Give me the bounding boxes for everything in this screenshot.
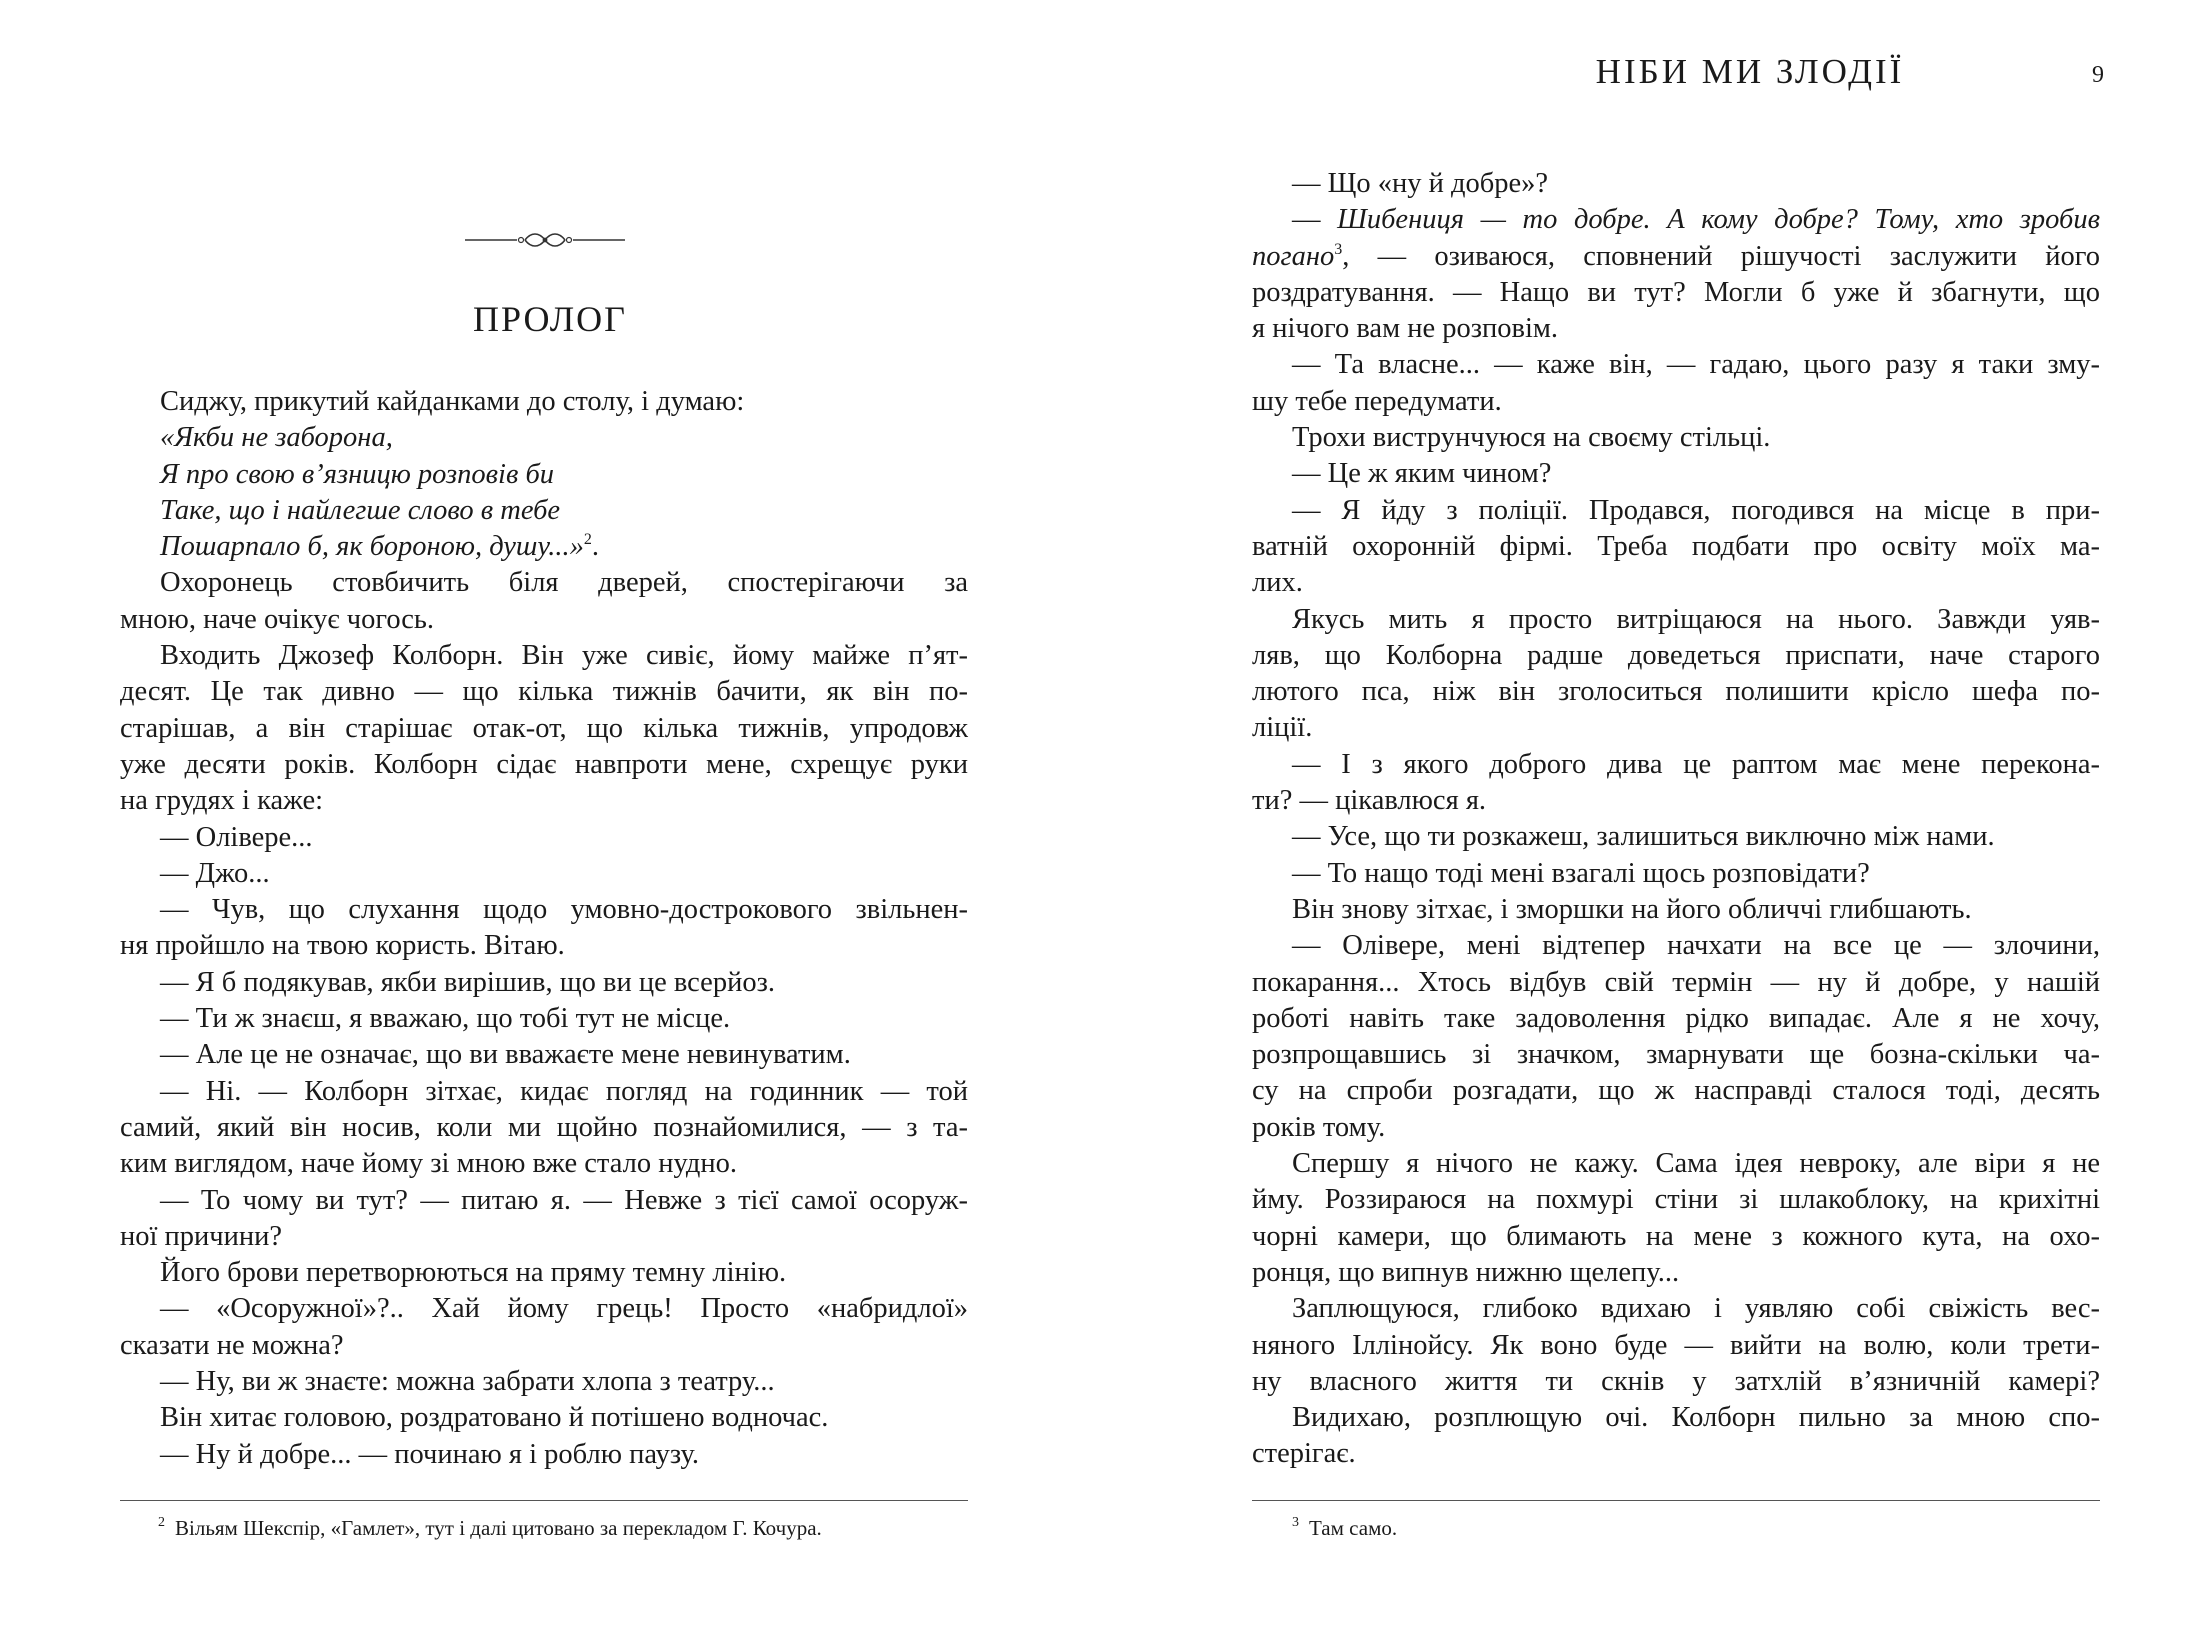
text-line [1252, 1073, 2100, 1109]
text-line [120, 1255, 968, 1291]
line-text: ватній охоронній фірмі. Треба подбати про освіту моїх ма- [1252, 530, 2100, 562]
line-text: — Я б подякував, якби вирішив, що ви це всерйоз. [160, 966, 775, 998]
line-text: ронця, що випнув нижню щелепу... [1252, 1256, 1680, 1288]
text-line [120, 1364, 968, 1400]
text-line [1252, 529, 2100, 565]
line-text: самий, який він носив, коли ми щойно познайомилися, — з та- [120, 1111, 968, 1143]
text-line [120, 1400, 968, 1436]
line-text: Сиджу, прикутий кайданками до столу, і думаю: [160, 386, 745, 417]
line-text: старішав, а він старішає отак-от, що кілька тижнів, упродовж [120, 712, 968, 744]
text-line [1252, 1182, 2100, 1218]
right-page [1100, 0, 2200, 1650]
text-line [120, 529, 968, 565]
line-text: ляв, що Колборна радше доведеться приспати, наче старого [1252, 639, 2100, 671]
text-line [120, 820, 968, 856]
line-text: — [1292, 204, 1338, 236]
line-text: роботі навіть таке задоволення рідко випадає. Але я не хочу, [1252, 1002, 2100, 1034]
text-line [1252, 674, 2100, 710]
text-line [120, 384, 968, 420]
text-line [120, 1074, 968, 1110]
text-line [120, 638, 968, 674]
text-line [120, 747, 968, 783]
text-line [1252, 1436, 2100, 1472]
line-text: на грудях і каже: [120, 785, 324, 817]
text-line [1252, 565, 2100, 601]
line-text: — Я йду з поліції. Продався, погодився на місце в при- [1292, 494, 2100, 526]
text-line [1252, 819, 2100, 855]
line-text: років тому. [1252, 1111, 1386, 1143]
footnote-text: Вільям Шекспір, «Гамлет», тут і далі цитовано за перекладом Г. Кочура. [175, 1516, 822, 1540]
text-line [120, 674, 968, 710]
line-text: ти? — цікавлюся я. [1252, 785, 1487, 817]
page-number: 9 [2092, 62, 2104, 88]
text-line [120, 493, 968, 529]
text-line [1252, 1146, 2100, 1182]
text-line [120, 1183, 968, 1219]
text-line [1252, 239, 2100, 275]
text-line [1252, 965, 2100, 1001]
footnote-divider [1252, 1500, 2100, 1501]
line-text: Якусь мить я просто витріщаюся на нього. Завжди уяв- [1292, 603, 2100, 635]
footnote [158, 1514, 822, 1542]
text-line [1252, 384, 2100, 420]
text-line [1252, 1328, 2100, 1364]
line-text: шу тебе передумати. [1252, 385, 1502, 417]
text-line [120, 965, 968, 1001]
line-text: — Та власне... — каже він, — гадаю, цього разу я таки зму- [1292, 349, 2100, 381]
text-line [1252, 202, 2100, 238]
line-text: ної причини? [120, 1220, 283, 1252]
footnote-text: Там само. [1309, 1516, 1398, 1540]
running-header-title: НІБИ МИ ЗЛОДІЇ [1595, 52, 1905, 91]
text-line [120, 420, 968, 456]
line-text: — І з якого доброго дива це раптом має мене переконa- [1292, 748, 2100, 780]
line-text: мною, наче очікує чогось. [120, 603, 435, 635]
left-page-body [120, 384, 968, 1473]
line-text: ну власного життя ти скнів у затхлій в’язничній камері? [1252, 1365, 2100, 1397]
footnote-mark: 2 [158, 1515, 165, 1530]
text-line [1252, 747, 2100, 783]
line-text: Шибениця — то добре. А кому добре? Тому, хто зробив [1337, 204, 2101, 236]
text-line [1252, 1001, 2100, 1037]
text-line [1252, 892, 2100, 928]
text-line [1252, 710, 2100, 746]
line-text: йму. Роззираюся на похмурі стіни зі шлакоблоку, на крихітні [1252, 1184, 2100, 1216]
text-line [120, 457, 968, 493]
text-line [1252, 166, 2100, 202]
line-text: сказати не можна? [120, 1329, 344, 1361]
line-text: Спершу я нічого не кажу. Сама ідея невроку, але віри я не [1292, 1148, 2100, 1180]
text-line [120, 1328, 968, 1364]
line-text: — Ти ж знаєш, я вважаю, що тобі тут не місце. [160, 1003, 731, 1035]
text-line [1252, 1291, 2100, 1327]
footnote-divider [120, 1500, 968, 1501]
text-line [120, 783, 968, 819]
footnote-reference: 2 [583, 531, 592, 549]
line-text: розпрощавшись зі значком, змарнувати ще бозна-скільки ча- [1252, 1039, 2100, 1071]
text-line [1252, 311, 2100, 347]
text-line [1252, 493, 2100, 529]
text-line [1252, 1110, 2100, 1146]
line-text: уже десяти років. Колборн сідає навпроти мене, схрещує руки [120, 748, 968, 780]
decorative-ornament-icon [465, 228, 625, 252]
text-line [120, 1037, 968, 1073]
line-text: «Якби не заборона, [160, 422, 393, 454]
text-line [120, 1146, 968, 1182]
line-text: ліції. [1252, 712, 1313, 744]
line-text: — Усе, що ти розкажеш, залишиться виключно між нами. [1292, 821, 1995, 853]
line-text: няного Іллінойсу. Як воно буде — вийти на волю, коли трети- [1252, 1329, 2100, 1361]
right-page-body [1252, 166, 2100, 1473]
line-text: — Джо... [160, 857, 270, 889]
line-text: лих. [1252, 567, 1303, 599]
text-line [1252, 347, 2100, 383]
line-text: десят. Це так дивно — що кілька тижнів бачити, як він по- [120, 676, 968, 708]
line-text: Його брови перетворюються на пряму темну лінію. [160, 1257, 787, 1289]
line-text: Входить Джозеф Колборн. Він уже сивіє, йому майже п’ят- [160, 640, 968, 672]
line-text: — Що «ну й добре»? [1292, 168, 1549, 199]
line-text: — Чув, що слухання щодо умовно-дострокового звільнен- [160, 894, 968, 926]
line-text: — Ну, ви ж знаєте: можна забрати хлопа з театру... [160, 1366, 775, 1398]
footnote [1292, 1514, 1397, 1542]
text-line [1252, 856, 2100, 892]
line-text: Він хитає головою, роздратовано й потішено водночас. [160, 1402, 829, 1434]
line-text: Трохи виструнчуюся на своєму стільці. [1292, 422, 1771, 454]
line-text: — Олівере, мені відтепер начхати на все це — злочини, [1292, 930, 2100, 962]
text-line [120, 602, 968, 638]
line-text: Видихаю, розплющую очі. Колборн пильно за мною спо- [1292, 1402, 2100, 1434]
line-text: — То чому ви тут? — питаю я. — Невже з тієї самої осоруж- [160, 1184, 968, 1216]
text-line [120, 1291, 968, 1327]
text-line [1252, 1255, 2100, 1291]
text-line [1252, 1364, 2100, 1400]
line-text: — Ні. — Колборн зітхає, кидає погляд на годинник — той [160, 1075, 968, 1107]
footnote-mark: 3 [1292, 1515, 1299, 1530]
text-line [120, 1001, 968, 1037]
line-text: — Олівере... [160, 821, 313, 853]
text-line [120, 1110, 968, 1146]
text-line [120, 892, 968, 928]
line-text: — Це ж яким чином? [1292, 458, 1552, 490]
chapter-title: ПРОЛОГ [473, 299, 627, 339]
text-line [1252, 1037, 2100, 1073]
text-line [1252, 456, 2100, 492]
text-line [1252, 928, 2100, 964]
line-text: я нічого вам не розповім. [1252, 313, 1559, 345]
text-line [120, 1437, 968, 1473]
line-text: стерігає. [1252, 1438, 1356, 1470]
line-text: . [591, 531, 600, 563]
line-text: — Але це не означає, що ви вважаєте мене невинуватим. [160, 1039, 851, 1071]
line-text: Заплющуюся, глибоко вдихаю і уявляю собі свіжість вес- [1292, 1293, 2100, 1325]
text-line [120, 565, 968, 601]
line-text: су на спроби розгадати, що ж насправді сталося тоді, десять [1252, 1075, 2100, 1107]
text-line [1252, 638, 2100, 674]
text-line [1252, 420, 2100, 456]
line-text: — То нащо тоді мені взагалі щось розповідати? [1292, 857, 1870, 889]
line-text: роздратування. — Нащо ви тут? Могли б уже й збагнути, що [1252, 276, 2100, 308]
line-text: Таке, що і найлегше слово в тебе [160, 494, 561, 526]
line-text: ня пройшло на твою користь. Вітаю. [120, 930, 565, 962]
line-text: Охоронець стовбичить біля дверей, спостерігаючи за [160, 567, 968, 599]
text-line [1252, 602, 2100, 638]
line-text: покарання... Хтось відбув свій термін — ну й добре, у нашій [1252, 966, 2100, 998]
line-text: — Ну й добре... — починаю я і роблю паузу. [160, 1438, 699, 1470]
line-text: лютого пса, ніж він зголоситься полишити крісло шефа по- [1252, 676, 2100, 708]
text-line [1252, 1400, 2100, 1436]
text-line [1252, 1219, 2100, 1255]
line-text: Пошарпало б, як бороною, душу...» [160, 531, 584, 563]
line-text: , — озиваюся, сповнений рішучості заслужити його [1342, 240, 2100, 272]
text-line [1252, 783, 2100, 819]
text-line [120, 856, 968, 892]
footnote-reference: 3 [1334, 240, 1343, 258]
line-text: Він знову зітхає, і зморшки на його обличчі глибшають. [1292, 893, 1972, 925]
line-text: ким виглядом, наче йому зі мною вже стало нудно. [120, 1148, 738, 1180]
line-text: чорні камери, що блимають на мене з кожного кута, на охо- [1252, 1220, 2100, 1252]
line-text: — «Осоружної»?.. Хай йому грець! Просто «набридлої» [160, 1293, 968, 1325]
text-line [120, 1219, 968, 1255]
text-line [120, 711, 968, 747]
line-text: Я про свою в’язницю розповів би [160, 458, 555, 490]
text-line [1252, 275, 2100, 311]
line-text: погано [1252, 240, 1335, 272]
text-line [120, 928, 968, 964]
